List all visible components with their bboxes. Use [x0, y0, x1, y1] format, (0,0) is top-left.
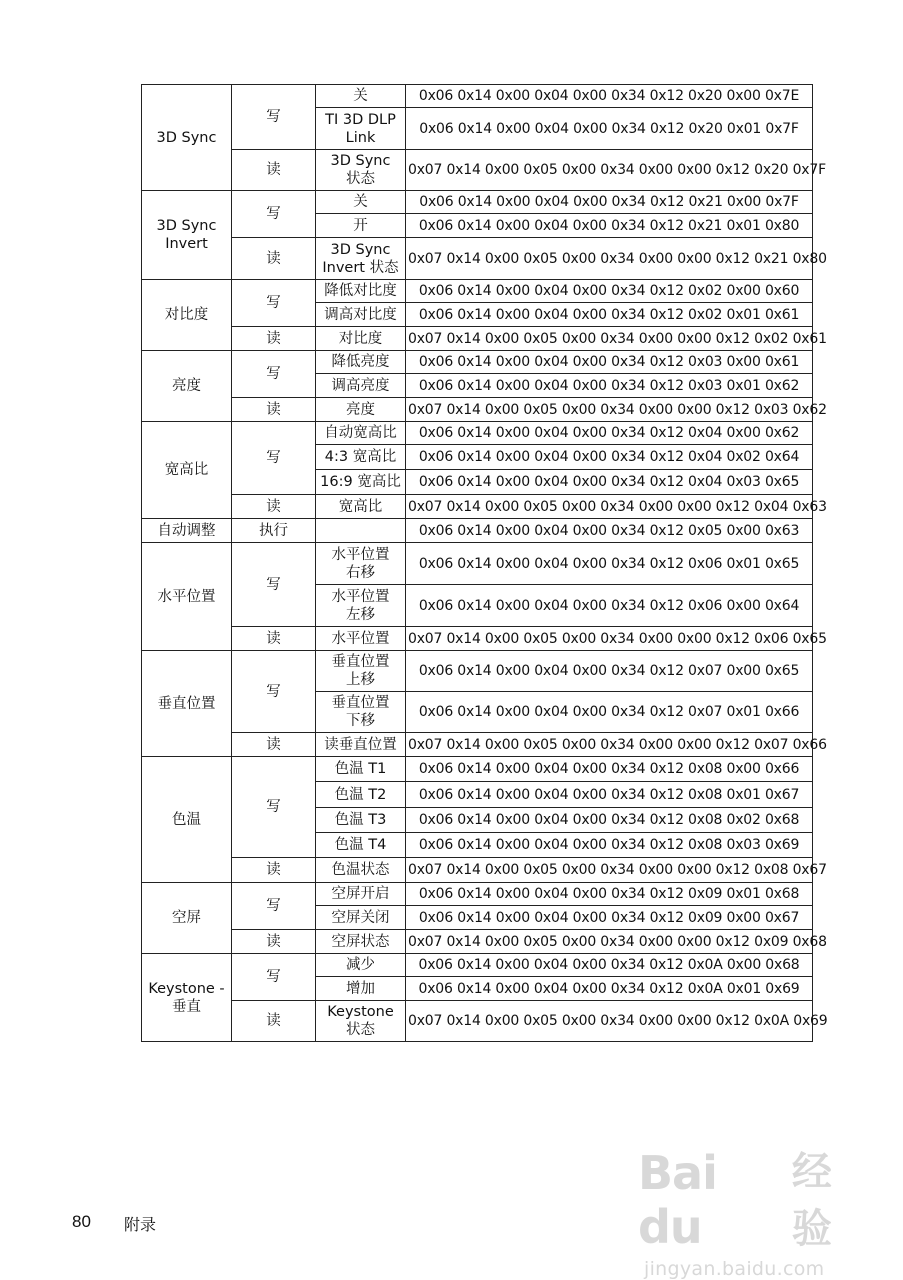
- operation-cell: 写: [232, 191, 316, 238]
- item-cell: 空屏关闭: [316, 906, 406, 930]
- table-row: [142, 858, 813, 883]
- code-cell: 0x07 0x14 0x00 0x05 0x00 0x34 0x00 0x00 0x12 0x0A 0x69: [406, 1001, 813, 1042]
- table-row: [142, 495, 813, 519]
- code-cell: 0x06 0x14 0x00 0x04 0x00 0x34 0x12 0x20 0x01 0x7F: [406, 108, 813, 150]
- function-cell: 亮度: [142, 351, 232, 422]
- operation-cell: 读: [232, 150, 316, 191]
- function-cell: 空屏: [142, 883, 232, 954]
- item-cell: 空屏开启: [316, 883, 406, 906]
- code-cell: 0x07 0x14 0x00 0x05 0x00 0x34 0x00 0x00 0x12 0x20 0x7F: [406, 150, 813, 191]
- item-cell: 水平位置: [316, 627, 406, 651]
- function-cell: 自动调整: [142, 519, 232, 543]
- item-cell: [316, 519, 406, 543]
- operation-cell: 读: [232, 930, 316, 954]
- table-row: [142, 651, 813, 692]
- code-cell: 0x06 0x14 0x00 0x04 0x00 0x34 0x12 0x20 0x00 0x7E: [406, 85, 813, 108]
- code-cell: 0x06 0x14 0x00 0x04 0x00 0x34 0x12 0x21 0x01 0x80: [406, 214, 813, 238]
- table-row: [142, 954, 813, 977]
- table-row: [142, 351, 813, 374]
- operation-cell: 读: [232, 238, 316, 280]
- watermark-logo-text: Bai du: [638, 1146, 717, 1254]
- code-cell: 0x06 0x14 0x00 0x04 0x00 0x34 0x12 0x07 0x01 0x66: [406, 692, 813, 733]
- table-row: [142, 327, 813, 351]
- item-cell: 关: [316, 191, 406, 214]
- operation-cell: 写: [232, 351, 316, 398]
- operation-cell: 写: [232, 757, 316, 858]
- item-cell: 自动宽高比: [316, 422, 406, 445]
- operation-cell: 写: [232, 954, 316, 1001]
- code-cell: 0x06 0x14 0x00 0x04 0x00 0x34 0x12 0x08 0x01 0x67: [406, 782, 813, 808]
- item-cell: 色温 T2: [316, 782, 406, 808]
- item-cell: 3D Sync Invert 状态: [316, 238, 406, 280]
- table-row: [142, 1001, 813, 1042]
- item-cell: Keystone 状态: [316, 1001, 406, 1042]
- function-cell: 色温: [142, 757, 232, 883]
- function-cell: 对比度: [142, 280, 232, 351]
- code-cell: 0x06 0x14 0x00 0x04 0x00 0x34 0x12 0x03 0x00 0x61: [406, 351, 813, 374]
- code-cell: 0x06 0x14 0x00 0x04 0x00 0x34 0x12 0x07 0x00 0x65: [406, 651, 813, 692]
- code-cell: 0x07 0x14 0x00 0x05 0x00 0x34 0x00 0x00 0x12 0x08 0x67: [406, 858, 813, 883]
- table-row: [142, 883, 813, 906]
- item-cell: 色温状态: [316, 858, 406, 883]
- watermark-url: jingyan.baidu.com: [644, 1258, 825, 1280]
- operation-cell: 执行: [232, 519, 316, 543]
- function-cell: 垂直位置: [142, 651, 232, 757]
- item-cell: 增加: [316, 977, 406, 1001]
- operation-cell: 写: [232, 543, 316, 627]
- table-row: [142, 280, 813, 303]
- item-cell: 对比度: [316, 327, 406, 351]
- function-cell: 宽高比: [142, 422, 232, 519]
- code-cell: 0x06 0x14 0x00 0x04 0x00 0x34 0x12 0x06 0x00 0x64: [406, 585, 813, 627]
- code-cell: 0x06 0x14 0x00 0x04 0x00 0x34 0x12 0x02 0x01 0x61: [406, 303, 813, 327]
- code-cell: 0x06 0x14 0x00 0x04 0x00 0x34 0x12 0x08 0x03 0x69: [406, 833, 813, 858]
- function-cell: Keystone - 垂直: [142, 954, 232, 1042]
- item-cell: 水平位置 右移: [316, 543, 406, 585]
- item-cell: 空屏状态: [316, 930, 406, 954]
- item-cell: 读垂直位置: [316, 733, 406, 757]
- item-cell: 开: [316, 214, 406, 238]
- code-cell: 0x07 0x14 0x00 0x05 0x00 0x34 0x00 0x00 0x12 0x07 0x66: [406, 733, 813, 757]
- item-cell: 4:3 宽高比: [316, 445, 406, 470]
- item-cell: 亮度: [316, 398, 406, 422]
- code-cell: 0x07 0x14 0x00 0x05 0x00 0x34 0x00 0x00 0x12 0x06 0x65: [406, 627, 813, 651]
- table-row: [142, 238, 813, 280]
- code-cell: 0x07 0x14 0x00 0x05 0x00 0x34 0x00 0x00 0x12 0x21 0x80: [406, 238, 813, 280]
- item-cell: 垂直位置 下移: [316, 692, 406, 733]
- code-cell: 0x06 0x14 0x00 0x04 0x00 0x34 0x12 0x05 0x00 0x63: [406, 519, 813, 543]
- item-cell: 3D Sync 状态: [316, 150, 406, 191]
- table-row: [142, 150, 813, 191]
- item-cell: 垂直位置 上移: [316, 651, 406, 692]
- table-row: [142, 733, 813, 757]
- operation-cell: 写: [232, 422, 316, 495]
- table-row: [142, 191, 813, 214]
- code-cell: 0x07 0x14 0x00 0x05 0x00 0x34 0x00 0x00 0x12 0x03 0x62: [406, 398, 813, 422]
- item-cell: 调高对比度: [316, 303, 406, 327]
- function-cell: 3D Sync: [142, 85, 232, 191]
- item-cell: 色温 T1: [316, 757, 406, 782]
- table-row: [142, 757, 813, 782]
- item-cell: 降低亮度: [316, 351, 406, 374]
- operation-cell: 读: [232, 627, 316, 651]
- item-cell: 降低对比度: [316, 280, 406, 303]
- item-cell: 调高亮度: [316, 374, 406, 398]
- watermark-cn-text: 经验: [791, 1149, 832, 1252]
- page-number: 80: [72, 1212, 91, 1231]
- table-row: [142, 398, 813, 422]
- code-cell: 0x06 0x14 0x00 0x04 0x00 0x34 0x12 0x09 0x01 0x68: [406, 883, 813, 906]
- baidu-jingyan-watermark: [638, 1140, 868, 1280]
- code-cell: 0x06 0x14 0x00 0x04 0x00 0x34 0x12 0x08 0x02 0x68: [406, 808, 813, 833]
- code-cell: 0x06 0x14 0x00 0x04 0x00 0x34 0x12 0x06 0x01 0x65: [406, 543, 813, 585]
- item-cell: 色温 T4: [316, 833, 406, 858]
- operation-cell: 读: [232, 1001, 316, 1042]
- item-cell: TI 3D DLP Link: [316, 108, 406, 150]
- function-cell: 水平位置: [142, 543, 232, 651]
- operation-cell: 写: [232, 280, 316, 327]
- table-row: [142, 930, 813, 954]
- operation-cell: 写: [232, 651, 316, 733]
- code-cell: 0x06 0x14 0x00 0x04 0x00 0x34 0x12 0x09 0x00 0x67: [406, 906, 813, 930]
- item-cell: 减少: [316, 954, 406, 977]
- code-cell: 0x07 0x14 0x00 0x05 0x00 0x34 0x00 0x00 0x12 0x09 0x68: [406, 930, 813, 954]
- item-cell: 宽高比: [316, 495, 406, 519]
- operation-cell: 读: [232, 495, 316, 519]
- table-row: [142, 519, 813, 543]
- item-cell: 关: [316, 85, 406, 108]
- code-cell: 0x06 0x14 0x00 0x04 0x00 0x34 0x12 0x0A 0x01 0x69: [406, 977, 813, 1001]
- table-row: [142, 85, 813, 108]
- operation-cell: 读: [232, 858, 316, 883]
- operation-cell: 写: [232, 883, 316, 930]
- code-cell: 0x06 0x14 0x00 0x04 0x00 0x34 0x12 0x21 0x00 0x7F: [406, 191, 813, 214]
- section-title: 附录: [124, 1215, 157, 1234]
- item-cell: 16:9 宽高比: [316, 470, 406, 495]
- command-table: [141, 84, 828, 1042]
- table-row: [142, 422, 813, 445]
- function-cell: 3D Sync Invert: [142, 191, 232, 280]
- operation-cell: 写: [232, 85, 316, 150]
- code-cell: 0x07 0x14 0x00 0x05 0x00 0x34 0x00 0x00 0x12 0x04 0x63: [406, 495, 813, 519]
- code-cell: 0x06 0x14 0x00 0x04 0x00 0x34 0x12 0x04 0x00 0x62: [406, 422, 813, 445]
- operation-cell: 读: [232, 733, 316, 757]
- code-cell: 0x06 0x14 0x00 0x04 0x00 0x34 0x12 0x08 0x00 0x66: [406, 757, 813, 782]
- code-cell: 0x06 0x14 0x00 0x04 0x00 0x34 0x12 0x02 0x00 0x60: [406, 280, 813, 303]
- table-row: [142, 627, 813, 651]
- code-cell: 0x06 0x14 0x00 0x04 0x00 0x34 0x12 0x03 0x01 0x62: [406, 374, 813, 398]
- table-row: [142, 543, 813, 585]
- code-cell: 0x06 0x14 0x00 0x04 0x00 0x34 0x12 0x04 0x03 0x65: [406, 470, 813, 495]
- item-cell: 色温 T3: [316, 808, 406, 833]
- item-cell: 水平位置 左移: [316, 585, 406, 627]
- operation-cell: 读: [232, 398, 316, 422]
- code-cell: 0x06 0x14 0x00 0x04 0x00 0x34 0x12 0x0A 0x00 0x68: [406, 954, 813, 977]
- code-cell: 0x07 0x14 0x00 0x05 0x00 0x34 0x00 0x00 0x12 0x02 0x61: [406, 327, 813, 351]
- operation-cell: 读: [232, 327, 316, 351]
- code-cell: 0x06 0x14 0x00 0x04 0x00 0x34 0x12 0x04 0x02 0x64: [406, 445, 813, 470]
